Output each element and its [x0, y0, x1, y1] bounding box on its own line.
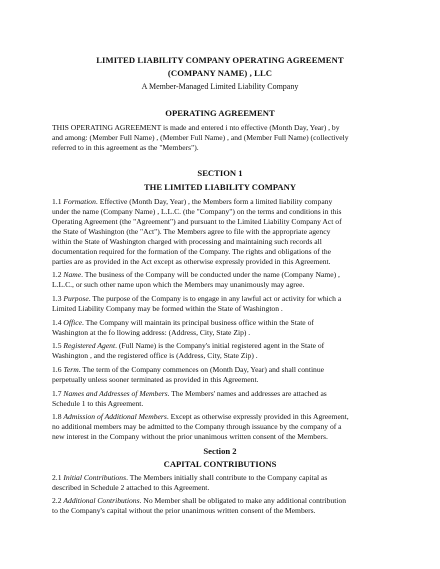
clause-term: Registered Agent — [63, 341, 116, 350]
intro-heading: OPERATING AGREEMENT — [165, 108, 275, 118]
clause-1-5 — [52, 341, 324, 350]
clause-number: 1.2 — [52, 270, 62, 279]
clause-number: 1.3 — [52, 294, 62, 303]
clause-text: . The Company will maintain its principal business office within the State of — [81, 318, 314, 327]
clause-line: Limited Liability Company may be formed within the State of Washington . — [52, 304, 283, 313]
clause-line: documentation required for the formation of the Company. The rights and obligations of the — [52, 247, 332, 256]
clause-number: 1.1 — [52, 197, 62, 206]
clause-1-2 — [52, 270, 340, 279]
clause-line: parties are as provided in the Act except as otherwise expressly provided in this Agreement. — [52, 257, 331, 266]
clause-number: 2.1 — [52, 473, 62, 482]
clause-term: Office — [63, 318, 82, 327]
clause-text: . The Members initially shall contribute to the Company capital as — [126, 473, 328, 482]
clause-term: Names and Addresses of Members — [63, 389, 168, 398]
clause-text: . (Full Name) is the Company's initial registered agent in the State of — [115, 341, 325, 350]
intro-line: referred to in this agreement as the "Members"). — [52, 143, 199, 152]
company-name-heading: (COMPANY NAME) , LLC — [167, 68, 273, 78]
clause-text: . The business of the Company will be conducted under the name (Company Name) , — [81, 270, 340, 279]
clause-text: . The purpose of the Company is to engage in any lawful act or activity for which a — [88, 294, 342, 303]
intro-line: THIS OPERATING AGREEMENT is made and entered i nto effective (Month Day, Year) , by — [52, 123, 340, 132]
clause-1-3 — [52, 294, 341, 303]
clause-term: Name — [63, 270, 82, 279]
clause-line: Washington at the fo llowing address: (Address, City, State Zip) . — [52, 328, 251, 337]
section-2-title: CAPITAL CONTRIBUTIONS — [163, 459, 277, 469]
clause-line: Schedule 1 to this Agreement. — [52, 399, 144, 408]
clause-line: perpetually unless sooner terminated as provided in this Agreement. — [52, 375, 259, 384]
document-subtitle: A Member-Managed Limited Liability Company — [141, 82, 299, 91]
clause-line: to the Company's capital without the prior unanimous written consent of the Members. — [52, 506, 316, 515]
document-title: LIMITED LIABILITY COMPANY OPERATING AGREEMENT — [96, 55, 344, 65]
clause-1-7 — [52, 389, 327, 398]
clause-line: described in Schedule 2 attached to this Agreement. — [52, 483, 210, 492]
clause-line: under the name (Company Name) , L.L.C. (the "Company") on the terms and conditions in this — [52, 207, 342, 216]
clause-number: 1.4 — [52, 318, 62, 327]
clause-line: Washington , and the registered office is (Address, City, State Zip) . — [52, 351, 258, 360]
clause-text: . The term of the Company commences on (Month Day, Year) and shall continue — [78, 365, 325, 374]
intro-line: and among: (Member Full Name) , (Member Full Name) , and (Member Full Name) (collectively — [52, 133, 349, 142]
clause-text: . Effective (Month Day, Year) , the Members form a limited liability company — [95, 197, 333, 206]
clause-number: 1.8 — [52, 412, 62, 421]
clause-1-8 — [52, 412, 349, 421]
clause-text: . The Members' names and addresses are attached as — [167, 389, 327, 398]
clause-number: 1.6 — [52, 365, 62, 374]
clause-number: 2.2 — [52, 496, 62, 505]
clause-term: Term — [63, 365, 79, 374]
section-1-title: THE LIMITED LIABILITY COMPANY — [143, 182, 297, 192]
clause-line: the State of Washington (the "Act"). The Members agree to file with the appropriate agency — [52, 227, 331, 236]
clause-term: Admission of Additional Members — [63, 412, 167, 421]
clause-2-2 — [52, 496, 346, 505]
clause-number: 1.7 — [52, 389, 62, 398]
clause-line: within the State of Washington charged with processing and maintaining such records all — [52, 237, 322, 246]
clause-term: Formation — [63, 197, 96, 206]
section-1-label: SECTION 1 — [197, 168, 243, 178]
clause-term: Additional Contributions — [63, 496, 140, 505]
clause-number: 1.5 — [52, 341, 62, 350]
section-2-label: Section 2 — [203, 446, 237, 456]
clause-1-1 — [52, 197, 332, 206]
clause-line: new interest in the Company without the prior unanimous written consent of the Members. — [52, 432, 328, 441]
clause-1-4 — [52, 318, 314, 327]
clause-line: Operating Agreement (the "Agreement") and pursuant to the Limited Liability Company Act of — [52, 217, 342, 226]
clause-term: Initial Contributions — [63, 473, 127, 482]
clause-line: no additional members may be admitted to the Company through issuance by the company of a — [52, 422, 342, 431]
clause-term: Purpose — [63, 294, 89, 303]
clause-text: . No Member shall be obligated to make any additional contribution — [139, 496, 347, 505]
clause-line: L.L.C., or such other name upon which the Members may unanimously may agree. — [52, 280, 305, 289]
clause-text: . Except as otherwise expressly provided in this Agreement, — [166, 412, 349, 421]
clause-2-1 — [52, 473, 327, 482]
clause-1-6 — [52, 365, 324, 374]
